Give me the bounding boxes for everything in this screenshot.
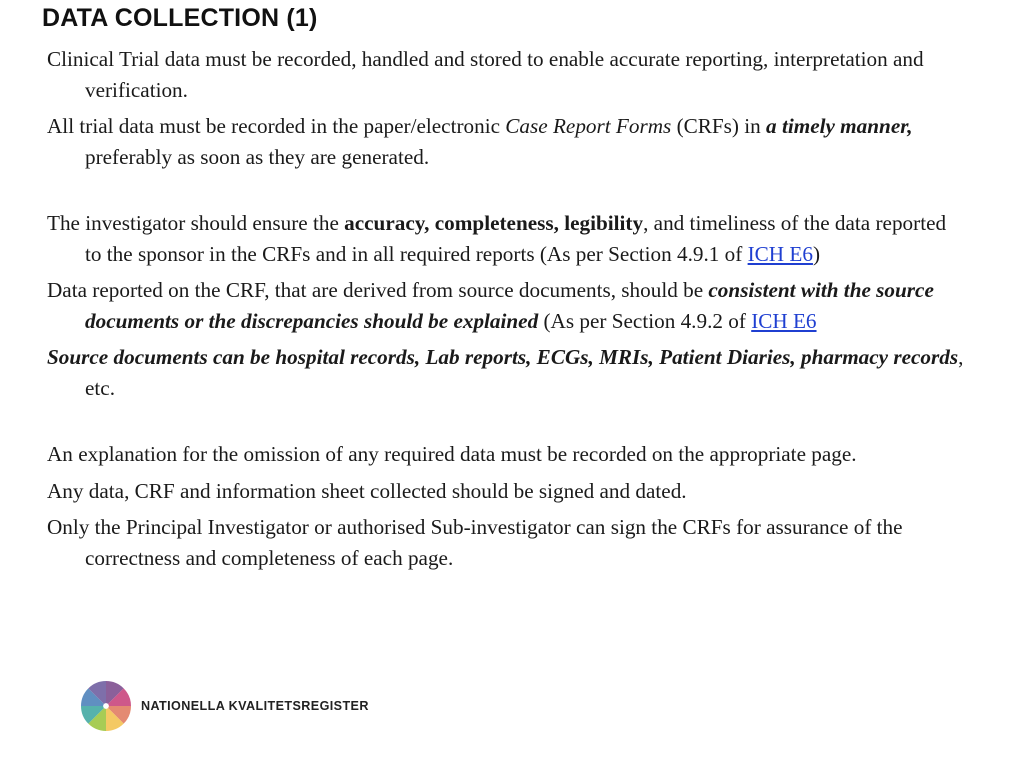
text: The investigator should ensure the [47,211,345,235]
paragraph-source-documents [47,342,967,403]
paragraph-crf-timely [47,111,967,172]
text: (As per Section 4.9.2 of [538,308,752,333]
paragraph-omission: An explanation for the omission of any required data must be recorded on the appropriate page. [47,442,857,466]
slide-title: DATA COLLECTION (1) [42,4,318,32]
emphasis-timely: a timely manner, [766,114,913,138]
text: All trial data must be recorded in the paper/electronic [47,114,506,138]
text: , and timeliness of the data reported to the sponsor in the CRFs and in all required reports (As per Section 4.9.1 of [85,211,947,266]
text: , etc. [85,345,964,400]
paragraph-data-recording: Clinical Trial data must be recorded, handled and stored to enable accurate reporting, interpretation and verification. [47,47,924,102]
logo-center [104,704,109,709]
nationella-kvalitetsregister-logo [80,680,369,732]
slide-body [47,44,967,579]
text: Data reported on the CRF, that are derived from source documents, should be [47,278,709,302]
paragraph-pi-signature: Only the Principal Investigator or authorised Sub-investigator can sign the CRFs for assurance of the correctness and completeness of each page. [47,515,903,570]
text: (CRFs) in [671,114,767,138]
text: preferably as soon as they are generated. [85,144,430,169]
ich-e6-link[interactable]: ICH E6 [747,241,813,266]
emphasis-consistent: consistent with the source documents or the discrepancies should be explained [85,278,934,333]
paragraph-crf-consistency [47,275,967,336]
emphasis-accuracy: accuracy, completeness, legibility [344,211,644,235]
emphasis-source-documents: Source documents can be hospital records, Lab reports, ECGs, MRIs, Patient Diaries, pharmacy records [47,345,959,369]
text: ) [812,241,820,266]
ich-e6-link[interactable]: ICH E6 [751,308,817,333]
logo-wheel-icon [80,680,132,732]
emphasis-crf: Case Report Forms [505,114,672,138]
paragraph-investigator-accuracy [47,208,967,269]
logo-text: NATIONELLA KVALITETSREGISTER [141,699,369,713]
paragraph-signed-dated: Any data, CRF and information sheet collected should be signed and dated. [47,478,687,503]
